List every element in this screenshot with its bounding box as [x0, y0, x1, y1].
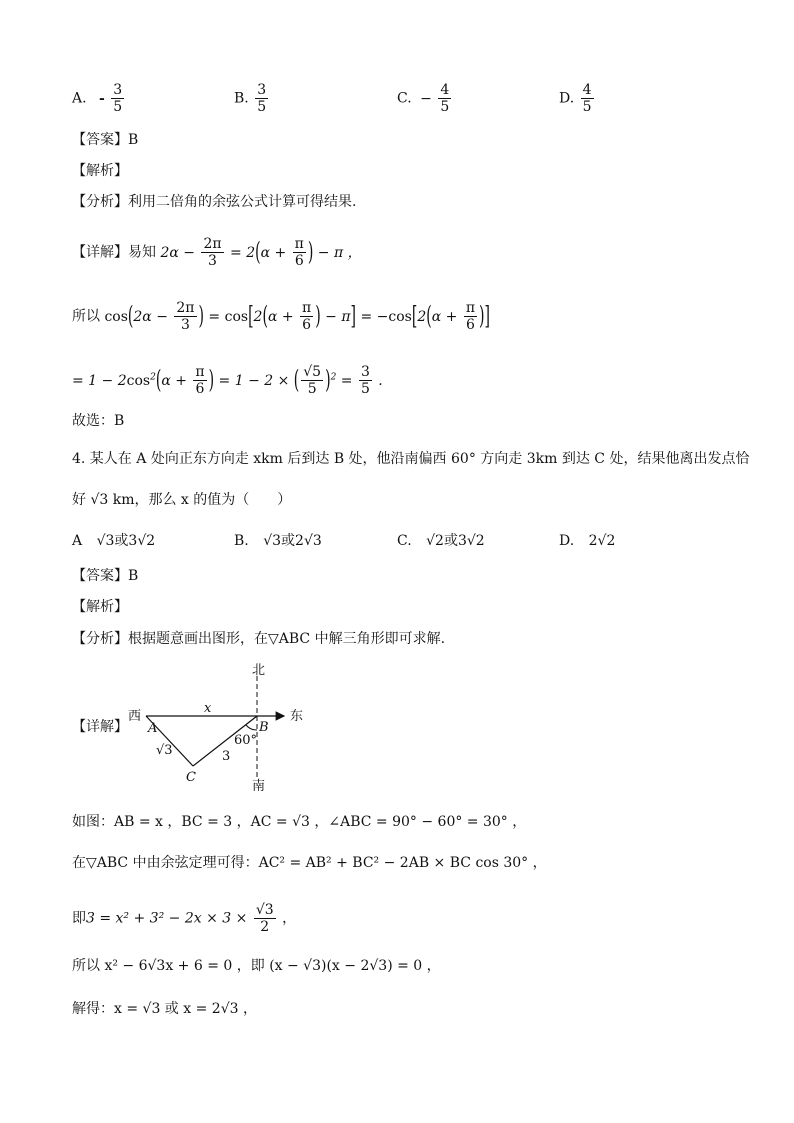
- q4-equation-line: 即3 = x² + 3² − 2x × 3 × $\frac{√3}{2}$ ，: [72, 902, 297, 935]
- point-a-label: A: [148, 721, 158, 736]
- q3-option-a: [72, 82, 126, 115]
- east-label: 东: [290, 709, 304, 724]
- option-label: D.: [559, 90, 575, 107]
- option-fraction: [581, 82, 594, 115]
- q3-detail-line3: [72, 364, 383, 397]
- formula: 3 = x² + 3² − 2x × 3 ×: [86, 910, 248, 927]
- fraction-denominator: 5: [440, 99, 450, 115]
- point-b-label: B: [259, 720, 269, 735]
- option-label: C.: [397, 533, 412, 549]
- option-fraction: [255, 82, 268, 115]
- q4-answer: 【答案】B: [72, 568, 139, 584]
- option-text: √2或3√2: [426, 533, 485, 549]
- option-sign: −: [420, 90, 432, 107]
- fraction: $\frac{2\pi}{3}$: [203, 236, 222, 269]
- fraction-denominator: 5: [113, 99, 123, 115]
- south-label: 南: [252, 779, 266, 794]
- triangle-diagram: [126, 656, 326, 796]
- option-fraction: [438, 82, 451, 115]
- fraction: $\frac{\pi}{6}$: [294, 236, 304, 269]
- q3-option-b: [234, 82, 270, 115]
- so-label: 所以: [72, 308, 100, 325]
- q3-answer: 【答案】B: [72, 132, 139, 148]
- fraction-numerator: 3: [113, 82, 123, 98]
- option-sign: -: [99, 90, 105, 107]
- option-text: √3或2√3: [263, 533, 322, 549]
- option-text: 2√2: [588, 533, 616, 549]
- west-label: 西: [128, 709, 142, 724]
- side-bc-label: 3: [222, 749, 231, 764]
- formula: 2α − $\frac{2\pi}{3}$ = 2(α + $\frac{\pi}{6}$ ) − π ，: [160, 236, 362, 269]
- ji-label: 即: [72, 910, 86, 927]
- angle-label: 60°: [234, 733, 258, 748]
- side-x-label: x: [204, 701, 212, 716]
- q3-detail-line1: [72, 236, 362, 269]
- fraction-denominator: 5: [582, 99, 592, 115]
- option-label: B.: [234, 90, 249, 107]
- formula: cos(2α − $\frac{2\pi}{3}$ ) = cos[2(α + $\frac{\pi}{6}$ ) − π] = −cos[2(α + $\frac{\pi}{6}$ )]: [104, 300, 490, 333]
- q4-figure-statement: 如图：AB = x ，BC = 3 ，AC = √3 ，∠ABC = 90° − 60° = 30° ，: [72, 814, 527, 830]
- option-label: D.: [559, 533, 575, 549]
- q3-analysis-summary: 【分析】利用二倍角的余弦公式计算可得结果.: [72, 194, 357, 210]
- option-label: A: [72, 533, 83, 549]
- q3-option-d: [559, 82, 596, 115]
- q4-option-b: [234, 531, 322, 551]
- option-label: A.: [72, 90, 87, 107]
- q4-analysis-heading: 【解析】: [72, 599, 128, 615]
- q4-option-c: [397, 531, 485, 551]
- side-ac-label: √3: [156, 743, 173, 758]
- fraction-denominator: 5: [257, 99, 267, 115]
- q4-detail-label: 【详解】: [72, 719, 128, 735]
- q3-choice: 故选：B: [72, 413, 125, 429]
- point-c-label: C: [186, 770, 196, 785]
- fraction-numerator: 3: [257, 82, 267, 98]
- fraction-denominator: 2: [260, 919, 270, 935]
- option-label: B.: [234, 533, 249, 549]
- q4-stem-line2: 好 √3 km，那么 x 的值为（ ）: [72, 492, 292, 508]
- option-label: C.: [397, 90, 412, 107]
- q4-analysis-summary: 【分析】根据题意画出图形，在▽ABC 中解三角形即可求解.: [72, 631, 446, 647]
- q3-detail-line2: [72, 300, 490, 333]
- formula: = $1 - 2\cos^2(\alpha$ + $\frac{\pi}{6}$ ) = 1 − 2 × ( $\frac{√5}{5}$ )$^2$ = $\frac{3}{5}$ .: [72, 364, 383, 397]
- q3-analysis-heading: 【解析】: [72, 163, 128, 179]
- fraction: [254, 902, 276, 935]
- q4-option-d: [559, 531, 615, 551]
- fraction-numerator: √3: [255, 902, 274, 918]
- north-label: 北: [252, 663, 266, 678]
- option-fraction: [111, 82, 124, 115]
- option-text: √3或3√2: [96, 533, 156, 549]
- q4-cosine-law: 在▽ABC 中由余弦定理可得：AC² = AB² + BC² − 2AB × BC cos 30° ，: [72, 855, 547, 871]
- fraction-numerator: 4: [440, 82, 450, 98]
- q4-solution: 解得：x = √3 或 x = 2√3 ，: [72, 1001, 257, 1017]
- fraction-numerator: 4: [582, 82, 592, 98]
- detail-label: 【详解】易知: [72, 244, 156, 261]
- q4-option-a: [72, 531, 155, 551]
- q3-option-c: [397, 82, 453, 115]
- q4-stem-line1: 4. 某人在 A 处向正东方向走 xkm 后到达 B 处，他沿南偏西 60° 方向走 3km 到达 C 处，结果他离出发点恰: [72, 451, 750, 467]
- q4-quadratic: 所以 x² − 6√3x + 6 = 0 ，即 (x − √3)(x − 2√3) = 0 ，: [72, 958, 441, 974]
- angle-arc: [246, 725, 257, 730]
